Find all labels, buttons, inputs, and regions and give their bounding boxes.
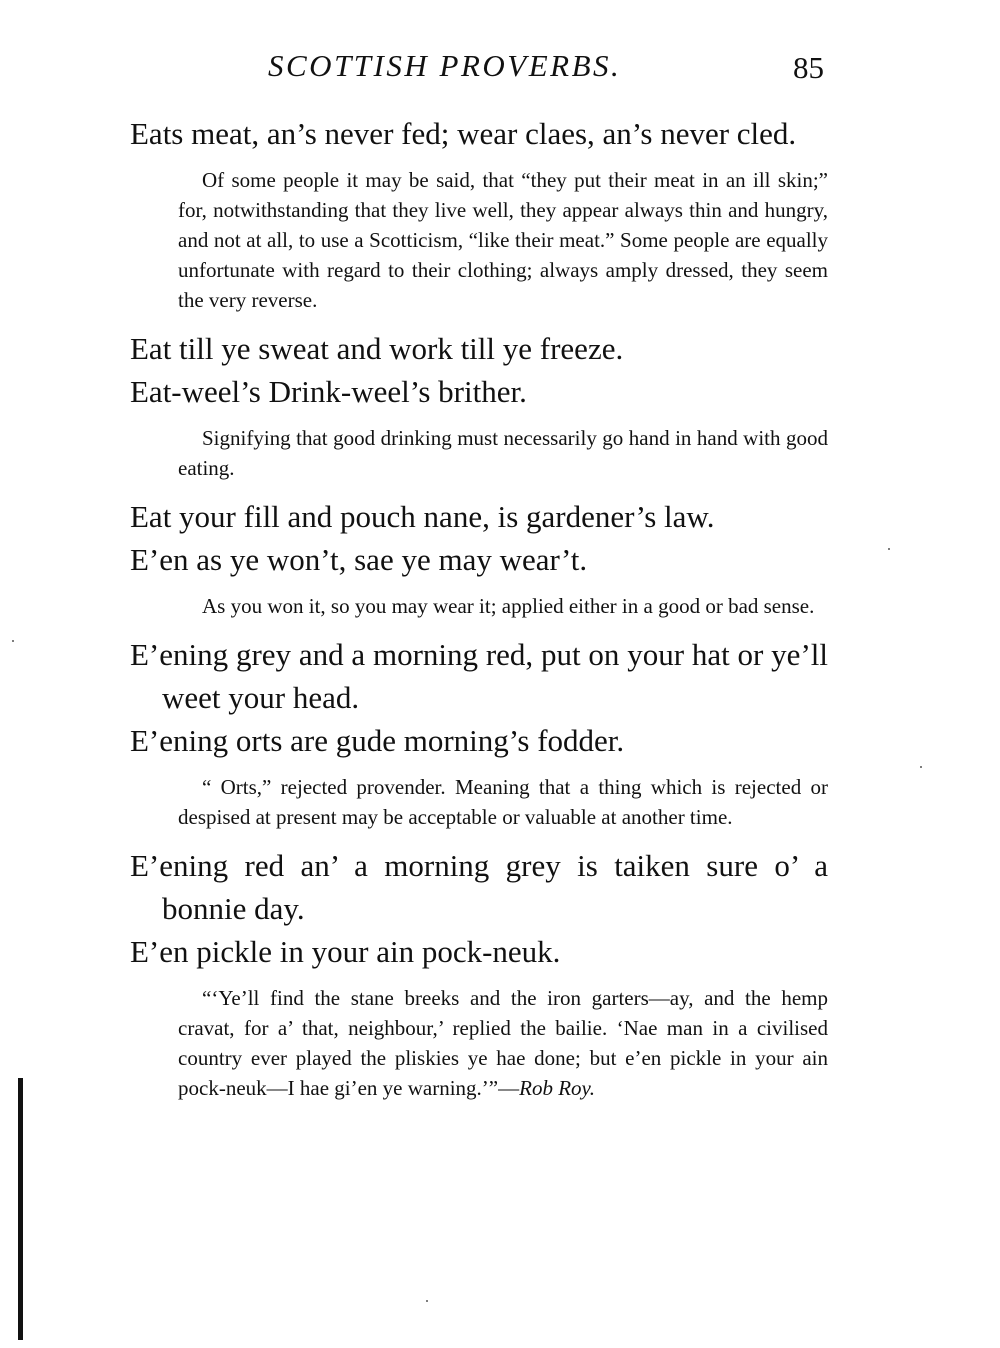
proverb-list [130,112,828,1103]
running-head [130,48,830,92]
quotation-source: Rob Roy. [519,1076,595,1100]
proverb-note [178,983,828,1103]
proverb-entry: E’ening orts are gude morning’s fodder. [130,723,625,758]
scan-speck [426,1300,428,1302]
page-number: 85 [793,50,824,85]
proverb-entry: E’en pickle in your ain pock-neuk. [130,934,561,969]
running-title: SCOTTISH PROVERBS. [268,48,622,83]
proverb-entry: Eat till ye sweat and work till ye freeze. [130,331,624,366]
scan-speck [12,640,14,642]
quotation-text: “‘Ye’ll find the stane breeks and the iron garters—ay, and the hemp cravat, for a’ that, neighbour,’ replied the bailie. ‘Nae man in a civilised country ever played the pliskies ye hae done; but e’en pickle in your ain pock-neuk—I hae gi’en ye warning.’”— [178,986,828,1100]
proverb-entry: Eats meat, an’s never fed; wear claes, an’s never cled. [130,116,797,151]
proverb-entry: E’ening grey and a morning red, put on your hat or ye’ll weet your head. [130,637,828,715]
scan-margin-bar [18,1078,23,1340]
proverb-entry: Eat-weel’s Drink-weel’s brither. [130,374,527,409]
proverb-note: “ Orts,” rejected provender. Meaning that a thing which is rejected or despised at present may be acceptable or valuable at another time. [178,775,828,829]
proverb-entry: E’ening red an’ a morning grey is taiken sure o’ a bonnie day. [130,848,828,926]
proverb-note: As you won it, so you may wear it; applied either in a good or bad sense. [202,594,815,618]
scan-speck [888,548,890,550]
proverb-entry: Eat your fill and pouch nane, is gardener’s law. [130,499,715,534]
scan-speck [920,766,922,768]
proverb-entry: E’en as ye won’t, sae ye may wear’t. [130,542,588,577]
proverb-note: Of some people it may be said, that “they put their meat in an ill skin;” for, notwithstanding that they live well, they appear always thin and hungry, and not at all, to use a Scotticism, “like their meat.” Some people are equally unfortunate with regard to their clothing; always amply dressed, they seem the very reverse. [178,168,828,312]
proverb-note: Signifying that good drinking must necessarily go hand in hand with good eating. [178,426,828,480]
